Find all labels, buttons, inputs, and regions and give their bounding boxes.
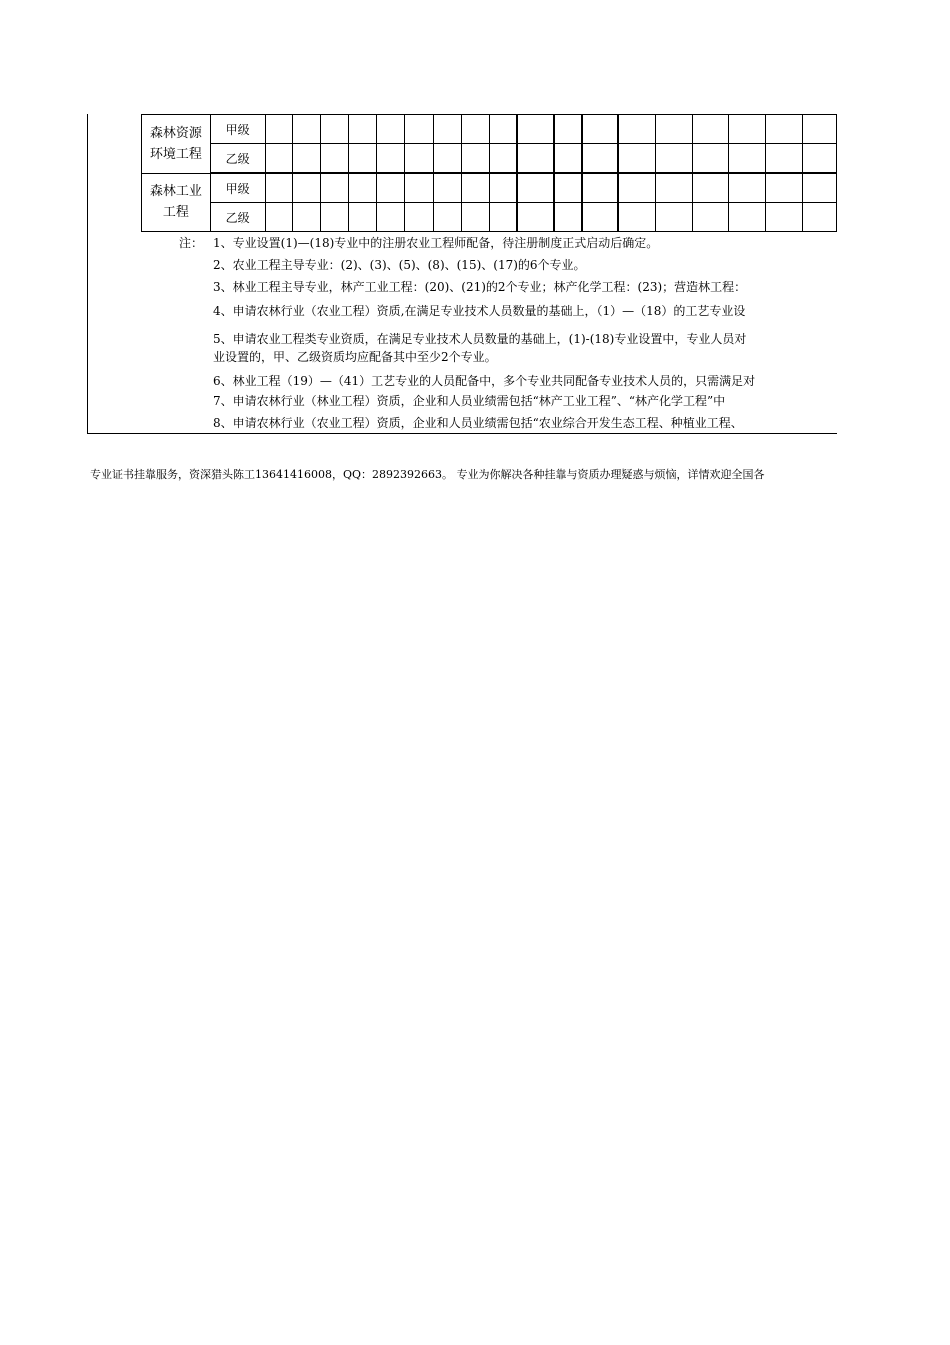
grade-label: 乙级 (210, 203, 265, 232)
note-item-4: 4、申请农林行业（农业工程）资质,在满足专业技术人员数量的基础上，（1）—（18）的工艺专业设 (213, 304, 746, 318)
staffing-grid (141, 114, 837, 232)
note-item-8: 8、申请农林行业（农业工程）资质，企业和人员业绩需包括“农业综合开发生态工程、种植业工程、 (213, 416, 743, 430)
table-row (142, 173, 837, 203)
notes-prefix: 注： (179, 236, 204, 250)
note-item-7: 7、申请农林行业（林业工程）资质，企业和人员业绩需包括“林产工业工程”、“林产化学工程”中 (213, 394, 726, 408)
group-name-forest-resources: 森林资源 环境工程 (142, 115, 211, 174)
table-row (142, 203, 837, 232)
note-item-6: 6、林业工程（19）—（41）工艺专业的人员配备中，多个专业共同配备专业技术人员的，只需满足对 (213, 374, 756, 388)
note-item-5: 5、申请农业工程类专业资质，在满足专业技术人员数量的基础上，(1)-(18)专业设置中，专业人员对 (213, 332, 747, 346)
grade-label: 乙级 (210, 144, 265, 174)
note-item-3: 3、林业工程主导专业，林产工业工程：(20)、(21)的2个专业；林产化学工程：(23)；营造林工程： (213, 280, 747, 294)
grade-label: 甲级 (210, 173, 265, 203)
grade-label: 甲级 (210, 115, 265, 144)
outer-column-border (87, 114, 88, 434)
footer-ad-text: 专业证书挂靠服务，资深猎头陈工13641416008，QQ：2892392663。 专业为你解决各种挂靠与资质办理疑惑与烦恼，详情欢迎全国各 (90, 468, 765, 481)
note-item-5-cont: 业设置的，甲、乙级资质均应配备其中至少2个专业。 (213, 350, 497, 364)
table-row (142, 144, 837, 174)
sheet-bottom-border (87, 433, 837, 434)
group-name-forest-industry: 森林工业 工程 (142, 173, 211, 232)
qualification-table-sheet (87, 114, 837, 434)
note-item-1: 1、专业设置(1)—(18)专业中的注册农业工程师配备，待注册制度正式启动后确定。 (213, 236, 659, 250)
table-row (142, 115, 837, 144)
note-item-2: 2、农业工程主导专业：(2)、(3)、(5)、(8)、(15)、(17)的6个专业。 (213, 258, 586, 272)
